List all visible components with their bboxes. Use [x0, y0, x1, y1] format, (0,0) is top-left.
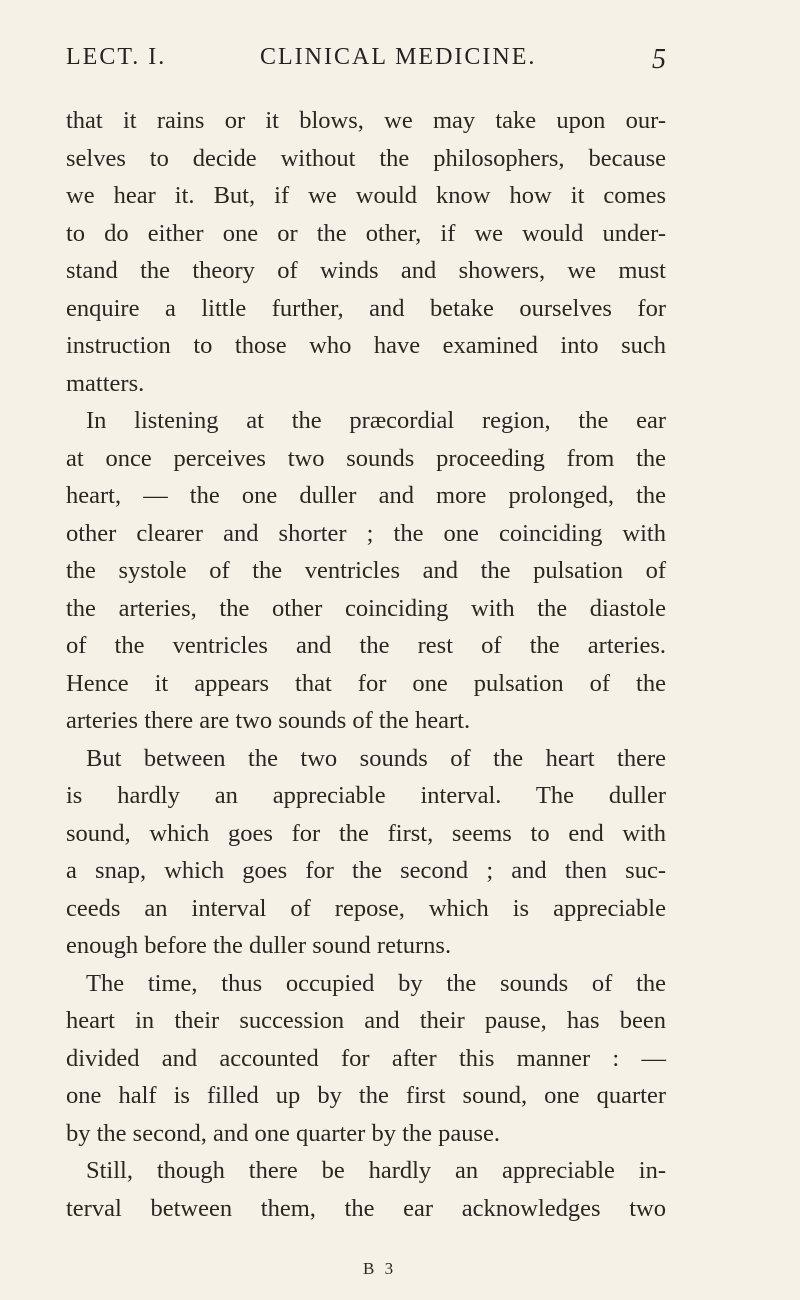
text-line: the arteries, the other coinciding with the diastole	[66, 594, 666, 622]
text-line: at once perceives two sounds proceeding from the	[66, 444, 666, 472]
text-line: matters.	[66, 369, 145, 397]
text-line: selves to decide without the philosophers, because	[66, 144, 666, 172]
signature-mark: B 3	[363, 1259, 397, 1278]
text-line: one half is filled up by the first sound, one quarter	[66, 1082, 666, 1109]
text-line: Still, though there be hardly an appreciable in-	[86, 1157, 666, 1184]
body-text	[66, 102, 666, 1227]
text-line: stand the theory of winds and showers, we must	[66, 257, 666, 284]
page-number: 5	[652, 44, 666, 75]
header-lecture: LECT. I.	[66, 44, 167, 70]
text-line: heart, — the one duller and more prolonged, the	[66, 482, 666, 509]
text-line: we hear it. But, if we would know how it comes	[66, 182, 666, 209]
text-line: is hardly an appreciable interval. The duller	[66, 782, 666, 809]
text-line: sound, which goes for the first, seems to end with	[66, 819, 666, 847]
text-line: But between the two sounds of the heart there	[86, 744, 666, 772]
text-line: the systole of the ventricles and the pulsation of	[66, 557, 666, 584]
text-line: that it rains or it blows, we may take upon our-	[66, 107, 666, 134]
text-line: enough before the duller sound returns.	[66, 932, 452, 959]
text-line: of the ventricles and the rest of the arteries.	[66, 632, 666, 659]
text-line: by the second, and one quarter by the pause.	[66, 1119, 501, 1147]
text-line: enquire a little further, and betake ourselves for	[66, 294, 666, 322]
text-line: ceeds an interval of repose, which is appreciable	[66, 894, 666, 922]
text-line: Hence it appears that for one pulsation of the	[66, 669, 666, 697]
text-line: heart in their succession and their pause, has been	[66, 1007, 666, 1034]
running-header	[66, 44, 666, 80]
text-line: a snap, which goes for the second ; and then suc-	[66, 857, 666, 884]
text-line: divided and accounted for after this manner : —	[66, 1044, 666, 1072]
text-line: arteries there are two sounds of the heart.	[66, 707, 471, 734]
text-line: terval between them, the ear acknowledges two	[66, 1194, 666, 1222]
text-line: to do either one or the other, if we would under-	[66, 219, 666, 247]
text-line: instruction to those who have examined into such	[66, 332, 666, 359]
text-line: other clearer and shorter ; the one coinciding with	[66, 519, 666, 547]
text-line: The time, thus occupied by the sounds of the	[86, 969, 666, 997]
header-title: CLINICAL MEDICINE.	[260, 44, 537, 70]
text-line: In listening at the præcordial region, the ear	[86, 407, 666, 434]
